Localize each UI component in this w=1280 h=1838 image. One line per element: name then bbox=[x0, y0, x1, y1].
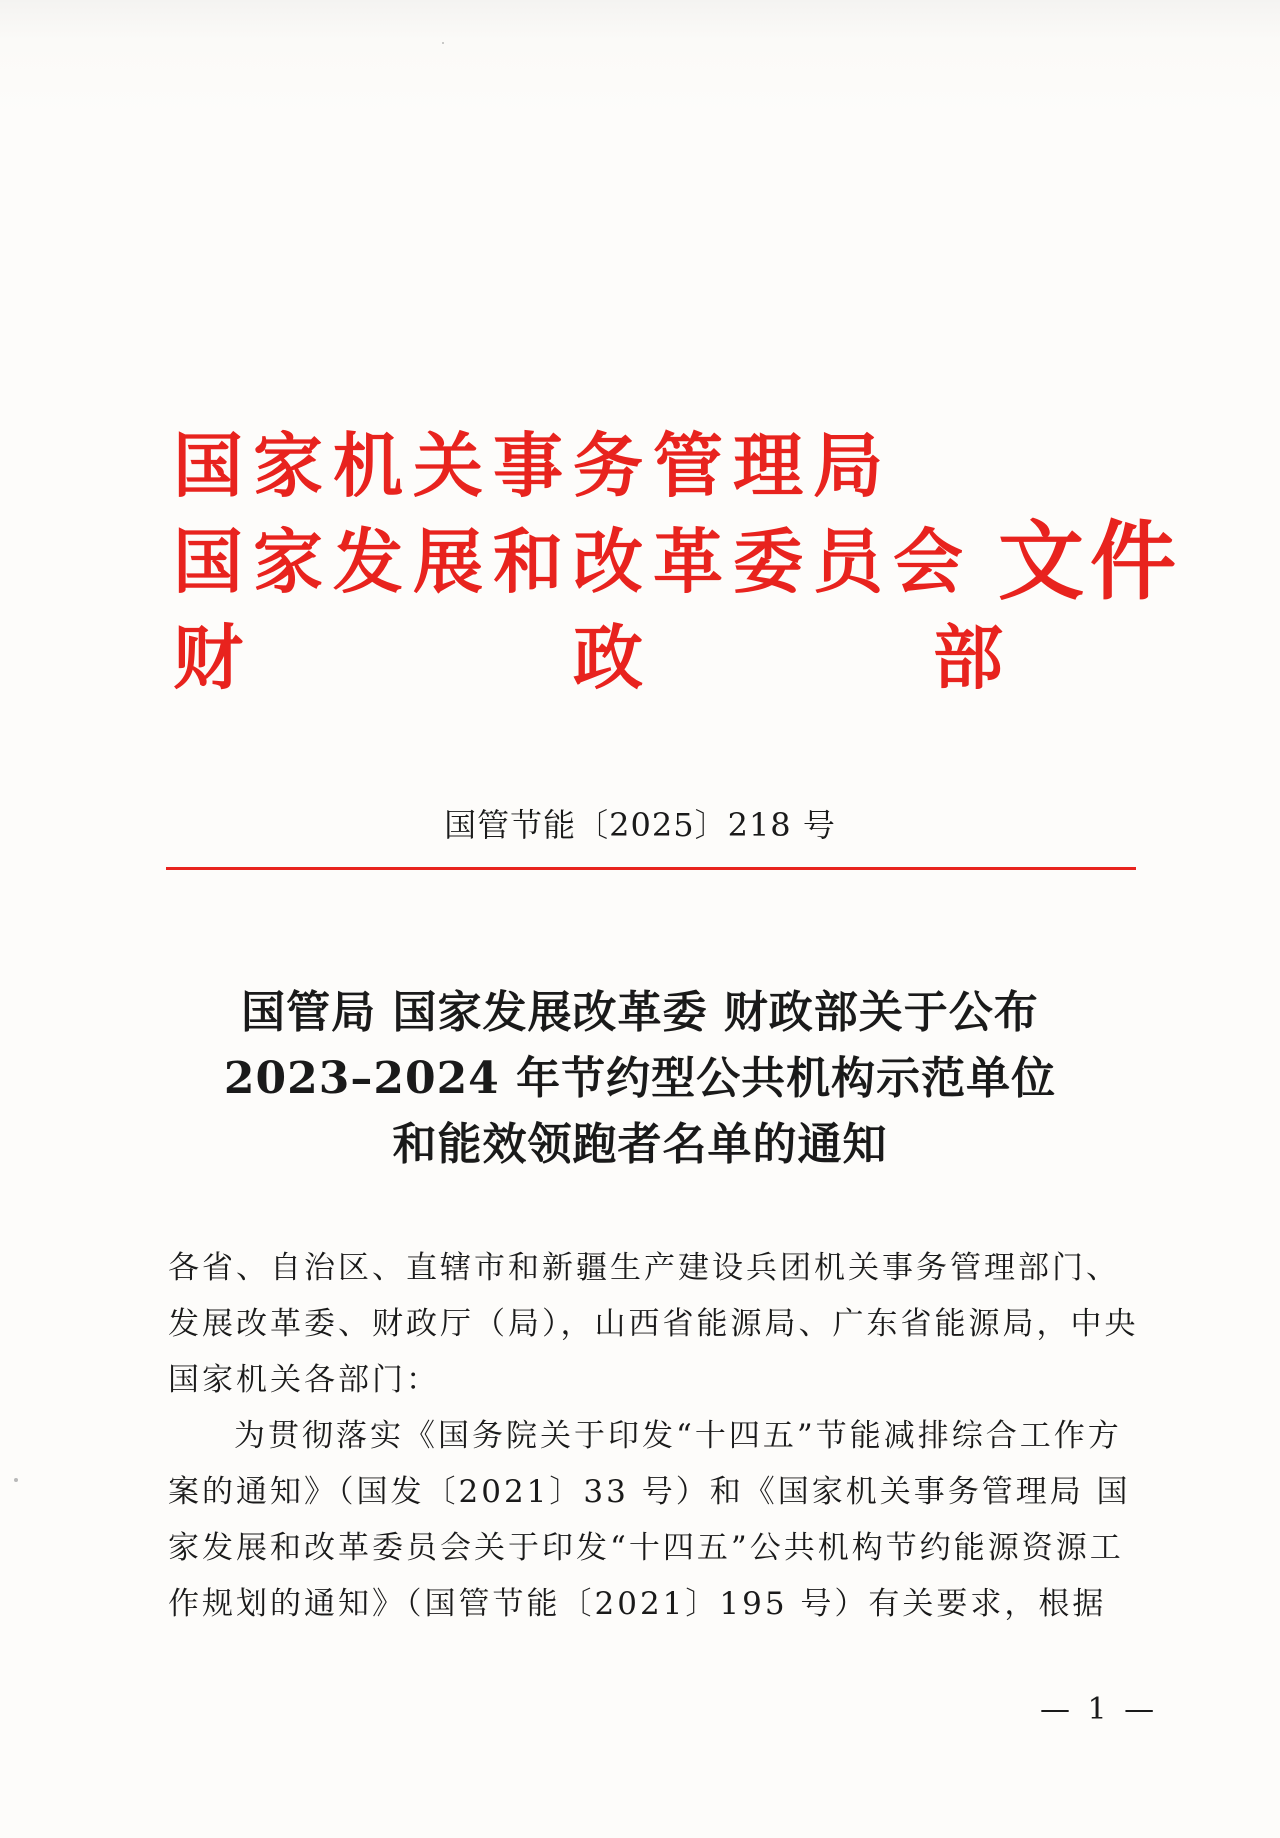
letterhead-char: 管 bbox=[653, 424, 723, 507]
scan-speck bbox=[442, 42, 444, 44]
body-paragraph: 为贯彻落实《国务院关于印发“十四五”节能减排综合工作方案的通知》（国发〔2021〕33 号）和《国家机关事务管理局 国家发展和改革委员会关于印发“十四五”公共机构节约能源资源工作规划的通知》（国管节能〔2021〕195 号）有关要求，根据 bbox=[168, 1418, 1131, 1622]
letterhead-char: 国 bbox=[173, 520, 243, 603]
letterhead-char: 部 bbox=[933, 616, 1003, 699]
letterhead-char: 发 bbox=[333, 520, 403, 603]
letterhead-char: 关 bbox=[413, 424, 483, 507]
letterhead-char: 局 bbox=[813, 424, 883, 507]
recipients-paragraph: 各省、自治区、直辖市和新疆生产建设兵团机关事务管理部门、发展改革委、财政厅（局），山西省能源局、广东省能源局，中央国家机关各部门： bbox=[168, 1250, 1139, 1398]
letterhead-char: 机 bbox=[333, 424, 403, 507]
letterhead-line-1 bbox=[168, 418, 1128, 514]
letterhead-char: 务 bbox=[573, 424, 643, 507]
letterhead-char: 政 bbox=[573, 616, 643, 699]
title-line-3: 和能效领跑者名单的通知 bbox=[392, 1119, 888, 1170]
red-divider-line bbox=[166, 867, 1136, 870]
letterhead-char: 展 bbox=[413, 520, 483, 603]
letterhead-char: 会 bbox=[893, 520, 963, 603]
letterhead-line-3 bbox=[168, 610, 1128, 706]
title-line-2: 2023–2024 年节约型公共机构示范单位 bbox=[223, 1053, 1057, 1104]
letterhead-char: 和 bbox=[493, 520, 563, 603]
document-title bbox=[160, 980, 1120, 1178]
letterhead-char: 革 bbox=[653, 520, 723, 603]
letterhead-char: 理 bbox=[733, 424, 803, 507]
document-number: 国管节能〔2025〕218 号 bbox=[444, 806, 836, 844]
letterhead-char: 员 bbox=[813, 520, 883, 603]
title-line-1: 国管局 国家发展改革委 财政部关于公布 bbox=[241, 987, 1039, 1038]
red-letterhead bbox=[168, 418, 1182, 706]
letterhead-suffix: 文件 bbox=[998, 511, 1182, 612]
letterhead-char: 家 bbox=[253, 520, 323, 603]
letterhead-char: 家 bbox=[253, 424, 323, 507]
letterhead-char: 事 bbox=[493, 424, 563, 507]
page-number: — 1 — bbox=[1040, 1692, 1159, 1727]
scan-speck bbox=[14, 1478, 18, 1482]
letterhead-char: 财 bbox=[173, 616, 243, 699]
letterhead-line-2 bbox=[168, 514, 1128, 610]
letterhead-char: 委 bbox=[733, 520, 803, 603]
letterhead-char: 改 bbox=[573, 520, 643, 603]
letterhead-char: 国 bbox=[173, 424, 243, 507]
document-body bbox=[168, 1240, 1143, 1632]
